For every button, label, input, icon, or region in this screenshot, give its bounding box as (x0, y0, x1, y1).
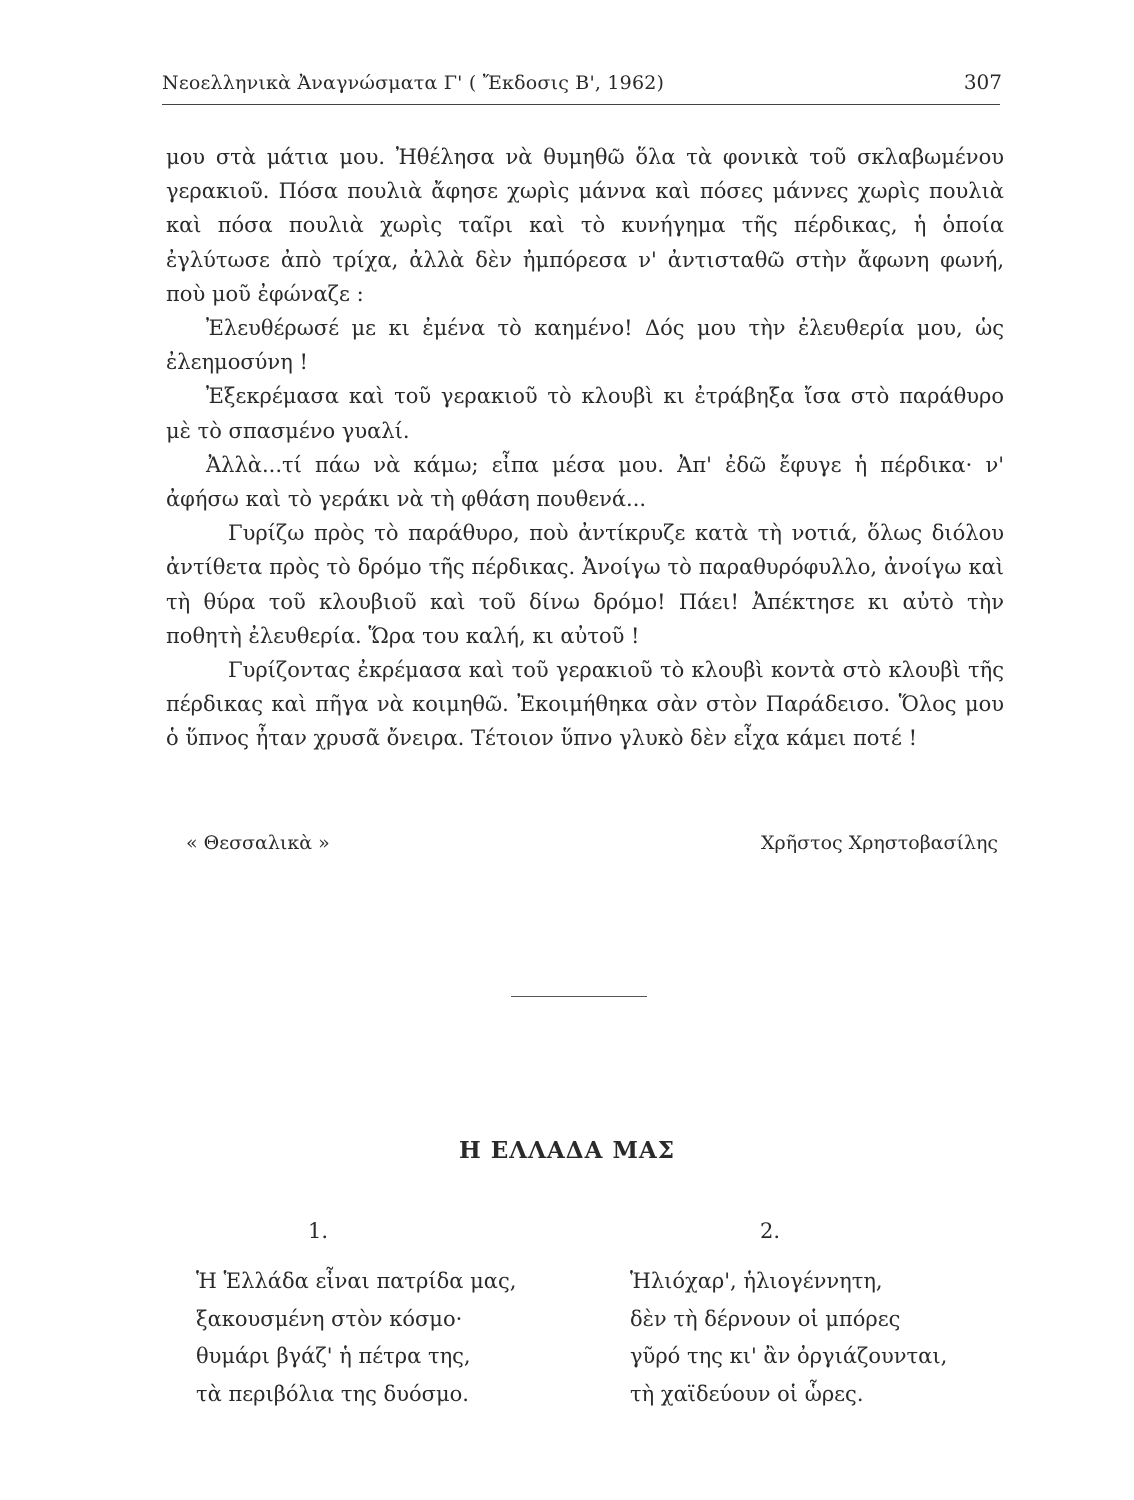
poem-line: ξακουσμένη στὸν κόσμο· (196, 1306, 463, 1331)
paragraph-3: Ἐξεκρέμασα καὶ τοῦ γερακιοῦ τὸ κλουβὶ κι ἐτράβηξα ἴσα στὸ παράθυρο μὲ τὸ σπασμένο γυαλί. (166, 384, 1004, 443)
poem-line: τὰ περιβόλια της δυόσμο. (196, 1381, 469, 1406)
poem-line: δὲν τὴ δέρνουν οἱ μπόρες (630, 1306, 901, 1331)
stanza-1 (196, 1263, 516, 1413)
paragraph-2: Ἐλευθέρωσέ με κι ἐμένα τὸ καημένο! Δός μου τὴν ἐλευθερία μου, ὡς ἐλεημοσύνη ! (166, 316, 1004, 375)
header-rule (162, 104, 1000, 105)
stanza-2 (630, 1263, 947, 1413)
stanza-number: 2. (760, 1219, 781, 1243)
poem-line: Ἡλιόχαρ', ἡλιογέννητη, (630, 1269, 883, 1293)
stanza-number: 1. (308, 1219, 329, 1243)
section-separator (511, 996, 647, 997)
running-head-title: Νεοελληνικὰ Ἀναγνώσματα Γ' ( Ἔκδοσις Β', 1962) (162, 72, 665, 94)
source-title: « Θεσσαλικὰ » (186, 832, 330, 854)
poem-line: Ἡ Ἑλλάδα εἶναι πατρίδα μας, (196, 1269, 517, 1293)
paragraph-4: Ἀλλὰ...τί πάω νὰ κάμω; εἶπα μέσα μου. Ἀπ' ἐδῶ ἔφυγε ἡ πέρδικα· ν' ἀφήσω καὶ τὸ γεράκι νὰ τὴ φθάση πουθενά... (166, 452, 1004, 512)
paragraph-6: Γυρίζοντας ἐκρέμασα καὶ τοῦ γερακιοῦ τὸ κλουβὶ κοντὰ στὸ κλουβὶ τῆς πέρδικας καὶ πῆγα νὰ κοιμηθῶ. Ἐκοιμήθηκα σὰν στὸν Παράδεισο. Ὅλος μου ὁ ὕπνος ἦταν χρυσᾶ ὄνειρα. Τέτοιον ὕπνο γλυκὸ δὲν εἶχα κάμει ποτέ ! (166, 658, 1004, 751)
paragraph-1: μου στὰ μάτια μου. Ἠθέλησα νὰ θυμηθῶ ὅλα τὰ φονικὰ τοῦ σκλαβωμένου γερακιοῦ. Πόσα πουλιὰ ἄφησε χωρὶς μάννα καὶ πόσες μάννες χωρὶς πουλιὰ καὶ πόσα πουλιὰ χωρὶς ταῖρι καὶ τὸ κυνήγημα τῆς πέρδικας, ἡ ὁποία ἐγλύτωσε ἀπὸ τρίχα, ἀλλὰ δὲν ἠμπόρεσα ν' ἀντισταθῶ στὴν ἄφωνη φωνή, ποὺ μοῦ ἐφώναζε : (166, 145, 1004, 306)
poem-line: γῦρό της κι' ἂν ὀργιάζουνται, (630, 1344, 948, 1368)
prose-body (166, 140, 1004, 756)
author-name: Χρῆστος Χρηστοβασίλης (761, 832, 998, 854)
poem-title: Η ΕΛΛΑΔΑ ΜΑΣ (458, 1137, 676, 1164)
paragraph-5: Γυρίζω πρὸς τὸ παράθυρο, ποὺ ἀντίκρυζε κατὰ τὴ νοτιά, ὅλως διόλου ἀντίθετα πρὸς τὸ δρόμο τῆς πέρδικας. Ἀνοίγω τὸ παραθυρόφυλλο, ἀνοίγω καὶ τὴ θύρα τοῦ κλουβιοῦ καὶ τοῦ δίνω δρόμο! Πάει! Ἀπέκτησε κι αὐτὸ τὴν ποθητὴ ἐλευθερία. Ὥρα του καλή, κι αὐτοῦ ! (166, 521, 1004, 648)
poem-line: θυμάρι βγάζ' ἡ πέτρα της, (196, 1344, 471, 1368)
poem-line: τὴ χαϊδεύουν οἱ ὧρες. (630, 1381, 864, 1406)
running-head (162, 70, 1002, 104)
page-number: 307 (963, 70, 1002, 94)
